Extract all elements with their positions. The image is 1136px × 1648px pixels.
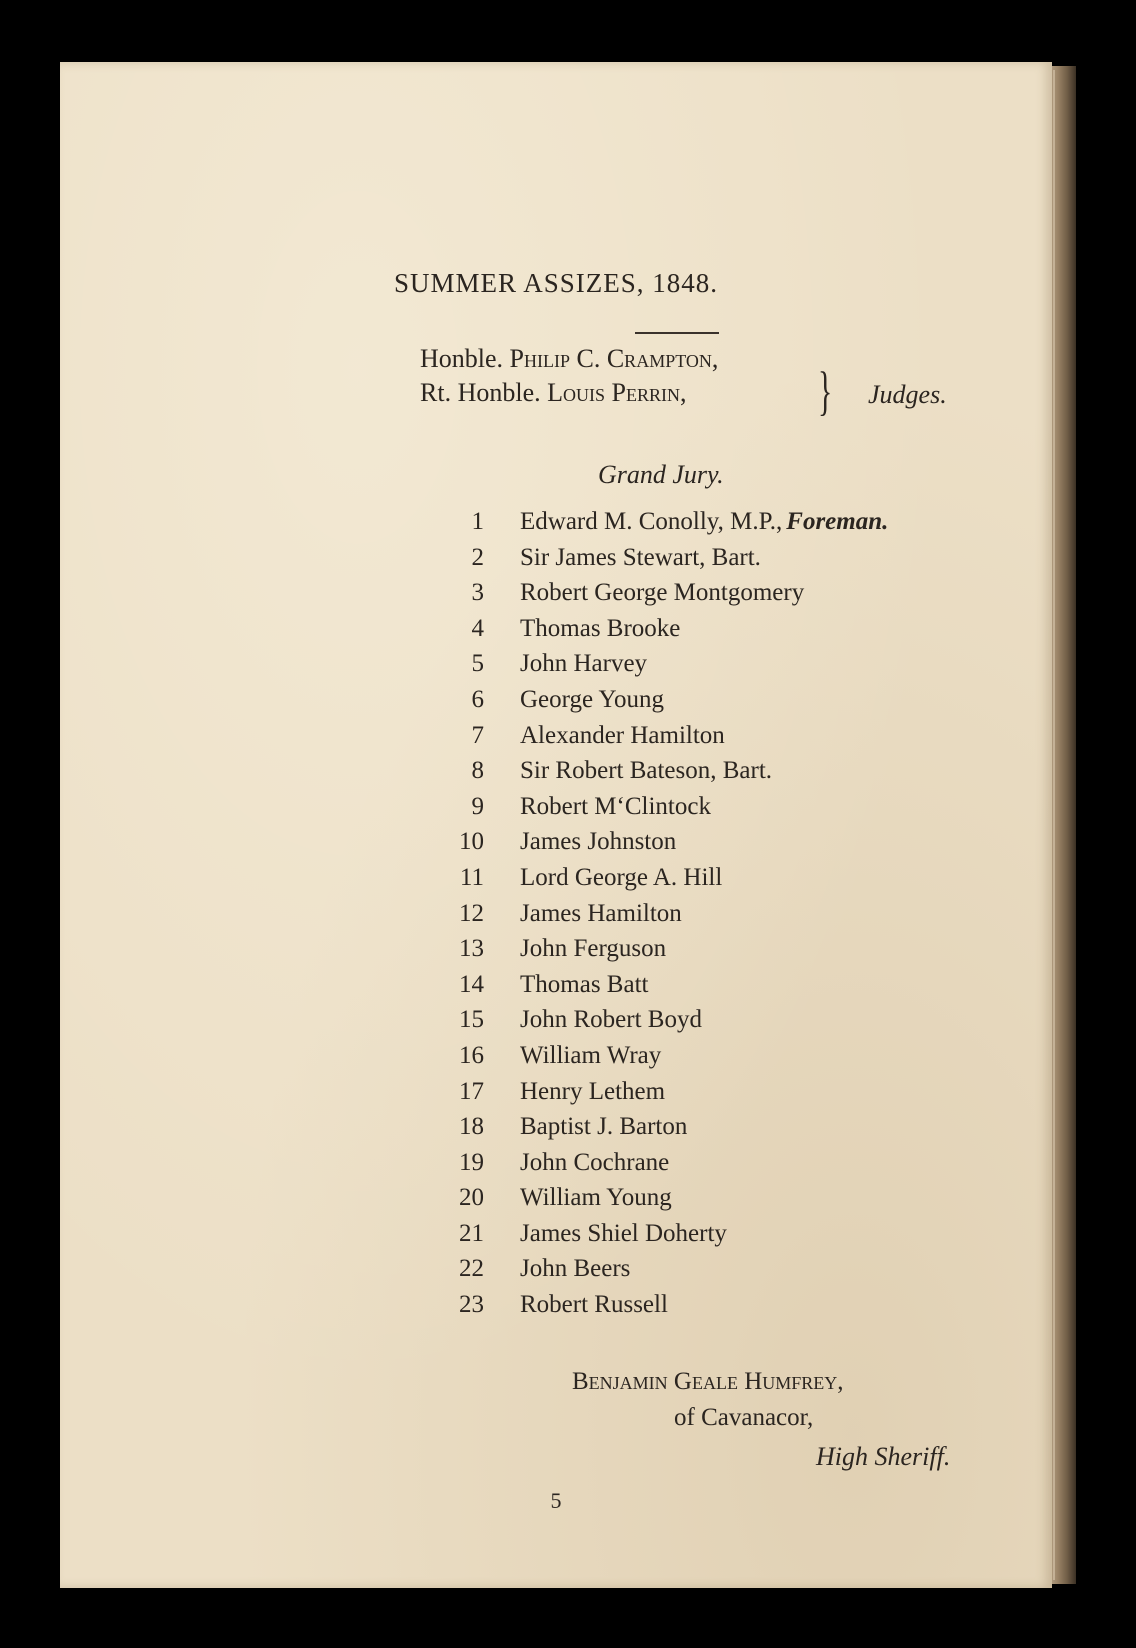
juror-name <box>520 757 772 785</box>
juror-name <box>520 900 682 928</box>
juror-name-text: John Beers <box>520 1255 631 1283</box>
juror-name <box>520 1220 727 1248</box>
juror-name <box>520 615 680 643</box>
juror-name <box>520 1255 630 1283</box>
juror-number: 18 <box>459 1113 484 1141</box>
juror-number: 3 <box>471 579 484 607</box>
juror-name <box>520 544 761 572</box>
juror-note: Foreman. <box>786 508 889 535</box>
juror-name-text: John Robert Boyd <box>520 1006 702 1034</box>
judge-2-name: Louis Perrin, <box>547 378 687 407</box>
juror-number: 9 <box>471 792 484 820</box>
judge-line-1 <box>420 344 718 374</box>
juror-name-text: William Wray <box>520 1041 662 1069</box>
juror-number: 8 <box>471 757 484 785</box>
juror-name-text: Thomas Batt <box>520 970 649 998</box>
juror-name <box>520 722 725 750</box>
juror-name-text: Baptist J. Barton <box>520 1113 688 1141</box>
juror-number: 23 <box>459 1291 484 1319</box>
juror-name-text: Sir Robert Bateson, Bart. <box>520 757 773 785</box>
juror-number: 2 <box>471 543 484 571</box>
juror-name <box>520 508 888 536</box>
juror-number: 21 <box>459 1219 484 1247</box>
juror-name-text: Sir James Stewart, Bart. <box>520 543 761 571</box>
juror-name <box>520 1042 661 1070</box>
juror-name <box>520 935 666 963</box>
juror-number: 1 <box>471 508 484 535</box>
juror-name-text: George Young <box>520 685 664 713</box>
juror-name-text: John Harvey <box>520 650 648 678</box>
juror-name-text: John Cochrane <box>520 1148 670 1176</box>
juror-name <box>520 828 676 856</box>
juror-name <box>520 1291 668 1319</box>
juror-number: 10 <box>459 828 484 856</box>
juror-name-text: Thomas Brooke <box>520 614 681 642</box>
juror-name-text: James Shiel Doherty <box>520 1219 727 1247</box>
juror-name-text: Edward M. Conolly, M.P., <box>520 508 783 535</box>
juror-name <box>520 686 664 714</box>
judge-1-name: Philip C. Crampton, <box>509 344 719 373</box>
juror-name-text: Robert George Montgomery <box>520 579 805 607</box>
judges-label: Judges. <box>868 380 947 409</box>
page-heading: SUMMER ASSIZES, 1848. <box>393 268 719 298</box>
juror-name <box>520 1149 669 1177</box>
juror-number: 11 <box>459 863 484 891</box>
sheriff-name: Benjamin Geale Humfrey, <box>572 1368 844 1395</box>
juror-name <box>520 1113 687 1141</box>
juror-name-text: William Young <box>520 1184 672 1212</box>
juror-number: 15 <box>459 1006 484 1034</box>
juror-number: 17 <box>459 1077 484 1105</box>
juror-name <box>520 579 804 607</box>
juror-number: 20 <box>459 1184 484 1212</box>
juror-name-text: James Hamilton <box>520 899 682 927</box>
juror-name <box>520 1078 665 1106</box>
juror-name <box>520 864 722 892</box>
juror-name-text: Henry Lethem <box>520 1077 666 1105</box>
page-edge-line <box>1053 70 1055 1580</box>
juror-number: 19 <box>459 1148 484 1176</box>
juror-name-text: John Ferguson <box>520 935 667 963</box>
juror-name <box>520 1006 702 1034</box>
judge-line-2 <box>420 378 686 408</box>
judges-brace: } <box>818 361 833 421</box>
juror-name-text: Robert M‘Clintock <box>520 792 711 820</box>
juror-number: 13 <box>459 935 484 963</box>
juror-name-text: James Johnston <box>520 828 677 856</box>
juror-name-text: Alexander Hamilton <box>520 721 725 749</box>
juror-number: 6 <box>471 685 484 713</box>
heading-rule <box>635 332 719 334</box>
book-page <box>60 62 1052 1588</box>
juror-name <box>520 650 647 678</box>
juror-name-text: Lord George A. Hill <box>520 863 723 891</box>
juror-number: 5 <box>471 650 484 678</box>
grand-jury-title: Grand Jury. <box>598 460 724 489</box>
juror-name <box>520 971 648 999</box>
juror-number: 7 <box>471 721 484 749</box>
juror-number: 14 <box>459 970 484 998</box>
juror-number: 16 <box>459 1041 484 1069</box>
juror-name <box>520 793 711 821</box>
juror-number: 12 <box>459 899 484 927</box>
judge-2-prefix: Rt. Honble. <box>420 378 541 407</box>
juror-number: 22 <box>459 1255 484 1283</box>
juror-number: 4 <box>471 614 484 642</box>
juror-name <box>520 1184 672 1212</box>
judge-1-prefix: Honble. <box>420 344 504 373</box>
sheriff-place: of Cavanacor, <box>674 1404 814 1431</box>
sheriff-title: High Sheriff. <box>816 1442 951 1471</box>
juror-name-text: Robert Russell <box>520 1291 668 1319</box>
page-number: 5 <box>550 1488 562 1513</box>
